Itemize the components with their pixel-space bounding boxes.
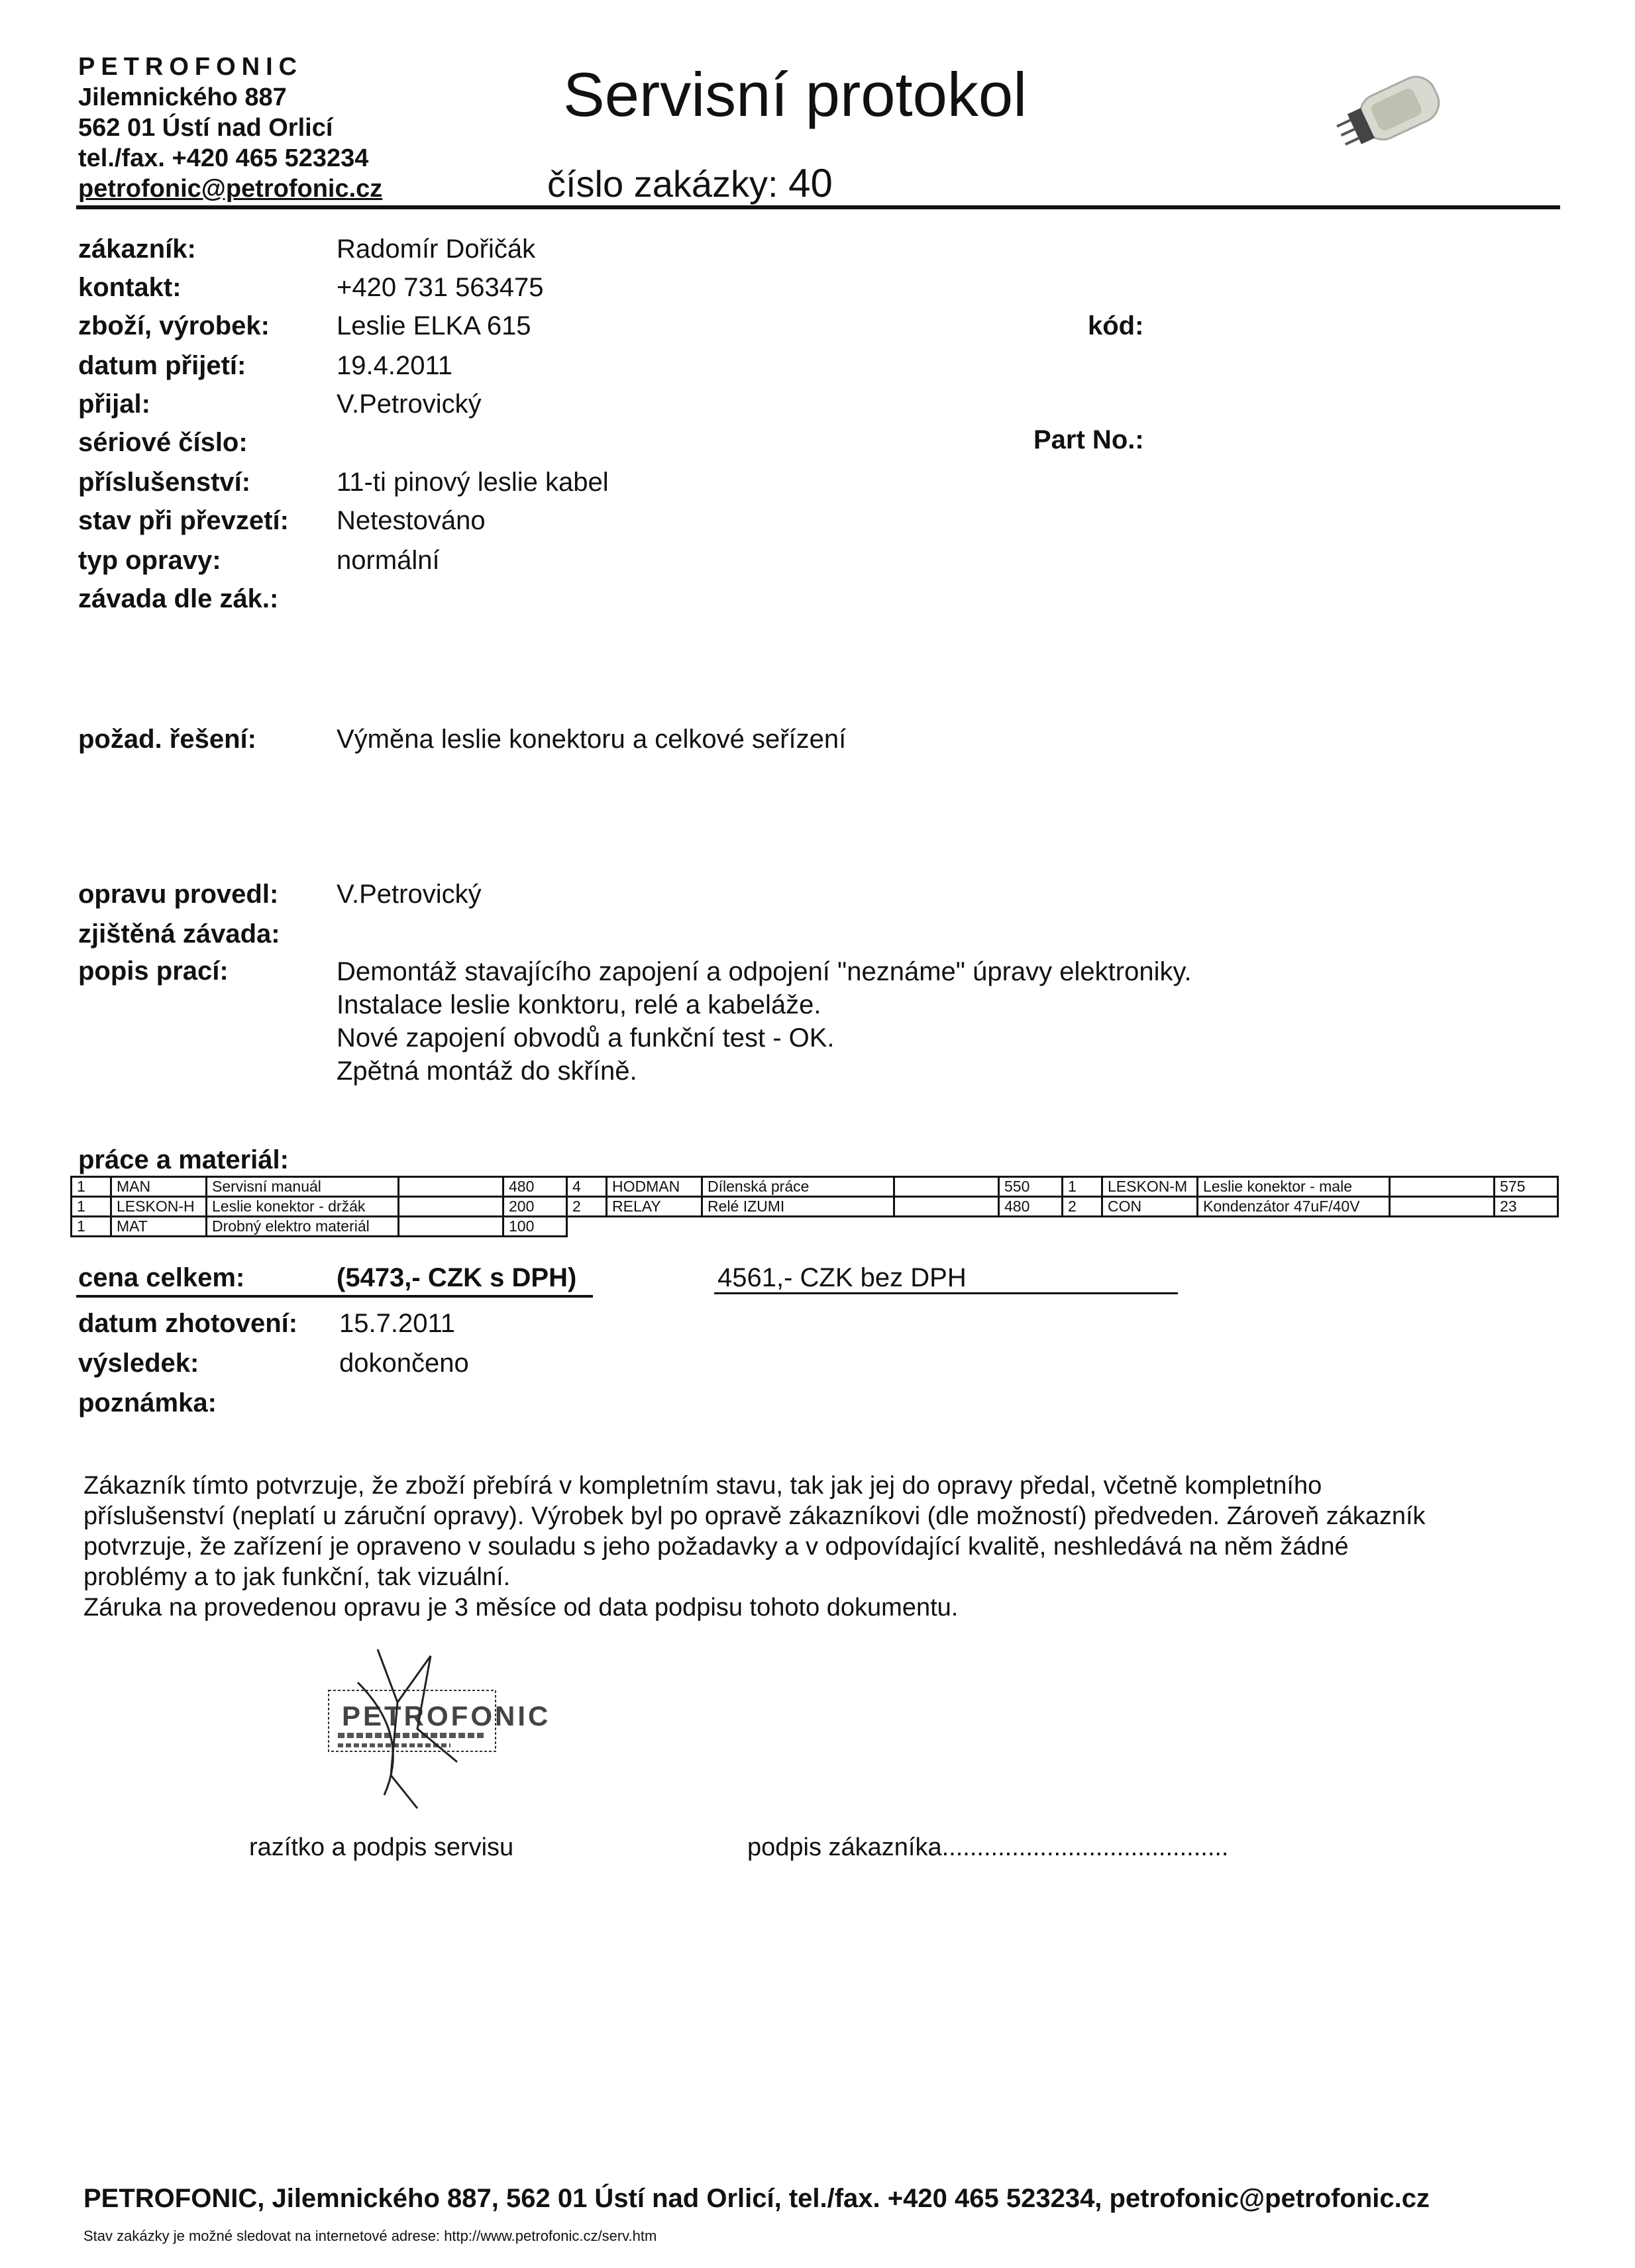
condition-value: Netestováno — [337, 506, 486, 535]
company-block — [78, 52, 382, 204]
material-empty — [567, 1217, 1558, 1237]
work-line: Demontáž stavajícího zapojení a odpojení "neznáme" úpravy elektroniky. — [337, 957, 1192, 986]
header-rule — [76, 205, 1560, 209]
company-email: petrofonic@petrofonic.cz — [78, 175, 383, 203]
document-title: Servisní protokol — [563, 60, 1028, 129]
work-line: Nové zapojení obvodů a funkční test - OK. — [337, 1023, 835, 1053]
footer-note: Stav zakázky je možné sledovat na internetové adrese: http://www.petrofonic.cz/serv.htm — [83, 2228, 657, 2244]
received-by-value: V.Petrovický — [337, 389, 482, 419]
performed-by-value: V.Petrovický — [337, 880, 482, 909]
material-code: HODMAN — [607, 1177, 702, 1197]
material-desc: Relé IZUMI — [702, 1197, 894, 1217]
material-price: 480 — [503, 1177, 567, 1197]
statement-line: Záruka na provedenou opravu je 3 měsíce od data podpisu tohoto dokumentu. — [83, 1594, 959, 1622]
material-code: LESKON-M — [1102, 1177, 1198, 1197]
total-with-vat: (5473,- CZK s DPH) — [337, 1263, 577, 1292]
total-rule — [714, 1292, 1178, 1294]
company-street: Jilemnického 887 — [78, 83, 287, 111]
result-value: dokončeno — [339, 1349, 469, 1378]
requested-value: Výměna leslie konektoru a celkové seřízení — [337, 725, 847, 754]
work-line: Instalace leslie konktoru, relé a kabeláže. — [337, 990, 821, 1019]
material-code: MAT — [111, 1217, 207, 1237]
material-price: 480 — [999, 1197, 1063, 1217]
material-desc: Servisní manuál — [207, 1177, 399, 1197]
material-desc: Leslie konektor - male — [1198, 1177, 1390, 1197]
material-price: 200 — [503, 1197, 567, 1217]
performed-by-label: opravu provedl: — [78, 880, 279, 909]
serial-label: sériové číslo: — [78, 428, 248, 457]
requested-label: požad. řešení: — [78, 725, 256, 754]
material-extra — [1390, 1177, 1495, 1197]
total-label: cena celkem: — [78, 1263, 245, 1292]
received-by-label: přijal: — [78, 389, 150, 419]
statement-line: Zákazník tímto potvrzuje, že zboží přebírá v kompletním stavu, tak jak jej do opravy předal, včetně kompletního — [83, 1472, 1322, 1500]
material-price: 100 — [503, 1217, 567, 1237]
statement-line: problémy a to jak funkční, tak vizuální. — [83, 1563, 511, 1591]
material-extra — [399, 1177, 503, 1197]
work-label: popis prací: — [78, 956, 229, 986]
company-name: PETROFONIC — [78, 53, 303, 81]
received-date-value: 19.4.2011 — [337, 351, 452, 380]
work-line: Zpětná montáž do skříně. — [337, 1057, 637, 1086]
material-extra — [399, 1197, 503, 1217]
statement-line: příslušenství (neplatí u záruční opravy). Výrobek byl po opravě zákazníkovi (dle možností) předveden. Zároveň zákazník — [83, 1502, 1426, 1530]
received-date-label: datum přijetí: — [78, 351, 246, 380]
customer-label: zákazník: — [78, 234, 196, 264]
repair-type-value: normální — [337, 546, 440, 575]
material-extra — [894, 1177, 999, 1197]
company-phone: tel./fax. +420 465 523234 — [78, 144, 369, 172]
material-price: 575 — [1495, 1177, 1558, 1197]
material-extra — [399, 1217, 503, 1237]
found-fault-label: zjištěná závada: — [78, 919, 280, 949]
customer-signature-label: podpis zákazníka......................................... — [747, 1833, 1229, 1861]
material-extra — [894, 1197, 999, 1217]
material-qty: 4 — [567, 1177, 607, 1197]
material-row — [72, 1197, 1558, 1217]
statement-line: potvrzuje, že zařízení je opraveno v souladu s jeho požadavky a v odpovídající kvalitě, neshledává na něm žádné — [83, 1533, 1349, 1561]
material-desc: Kondenzátor 47uF/40V — [1198, 1197, 1390, 1217]
material-price: 550 — [999, 1177, 1063, 1197]
customer-value: Radomír Dořičák — [337, 234, 536, 264]
code-label: kód: — [1088, 311, 1144, 340]
service-signature-label: razítko a podpis servisu — [249, 1833, 514, 1861]
material-code: RELAY — [607, 1197, 702, 1217]
material-row — [72, 1217, 1558, 1237]
materials-table — [70, 1176, 1559, 1237]
material-code: CON — [1102, 1197, 1198, 1217]
material-desc: Leslie konektor - držák — [207, 1197, 399, 1217]
product-value: Leslie ELKA 615 — [337, 311, 531, 340]
completion-date-value: 15.7.2011 — [339, 1309, 455, 1338]
product-label: zboží, výrobek: — [78, 311, 270, 340]
order-number-line — [547, 162, 833, 206]
material-qty: 1 — [1063, 1177, 1102, 1197]
materials-title: práce a materiál: — [78, 1145, 289, 1174]
vacuum-tube-icon — [1332, 63, 1464, 162]
total-without-vat: 4561,- CZK bez DPH — [717, 1263, 967, 1292]
result-label: výsledek: — [78, 1349, 199, 1378]
order-number: 40 — [788, 161, 833, 205]
material-qty: 2 — [1063, 1197, 1102, 1217]
condition-label: stav při převzetí: — [78, 506, 289, 535]
footer-address: PETROFONIC, Jilemnického 887, 562 01 Ústí nad Orlicí, tel./fax. +420 465 523234, petrofonic@petrofonic.cz — [83, 2184, 1430, 2213]
total-rule — [76, 1295, 593, 1298]
material-price: 23 — [1495, 1197, 1558, 1217]
material-code: MAN — [111, 1177, 207, 1197]
svg-text:PETROFONIC: PETROFONIC — [342, 1700, 551, 1731]
order-label: číslo zakázky: — [547, 163, 778, 205]
material-extra — [1390, 1197, 1495, 1217]
material-qty: 1 — [72, 1197, 111, 1217]
fault-label: závada dle zák.: — [78, 584, 279, 613]
accessories-label: příslušenství: — [78, 468, 251, 497]
work-description — [337, 955, 1192, 1088]
customer-statement — [83, 1470, 1528, 1623]
note-label: poznámka: — [78, 1388, 217, 1418]
service-stamp — [318, 1643, 551, 1815]
repair-type-label: typ opravy: — [78, 546, 221, 575]
material-qty: 1 — [72, 1177, 111, 1197]
material-code: LESKON-H — [111, 1197, 207, 1217]
contact-value: +420 731 563475 — [337, 273, 544, 302]
material-qty: 1 — [72, 1217, 111, 1237]
material-qty: 2 — [567, 1197, 607, 1217]
part-no-label: Part No.: — [1033, 425, 1144, 454]
material-desc: Dílenská práce — [702, 1177, 894, 1197]
accessories-value: 11-ti pinový leslie kabel — [337, 468, 609, 497]
completion-date-label: datum zhotovení: — [78, 1309, 298, 1338]
material-row — [72, 1177, 1558, 1197]
contact-label: kontakt: — [78, 273, 182, 302]
company-city: 562 01 Ústí nad Orlicí — [78, 114, 333, 142]
material-desc: Drobný elektro materiál — [207, 1217, 399, 1237]
